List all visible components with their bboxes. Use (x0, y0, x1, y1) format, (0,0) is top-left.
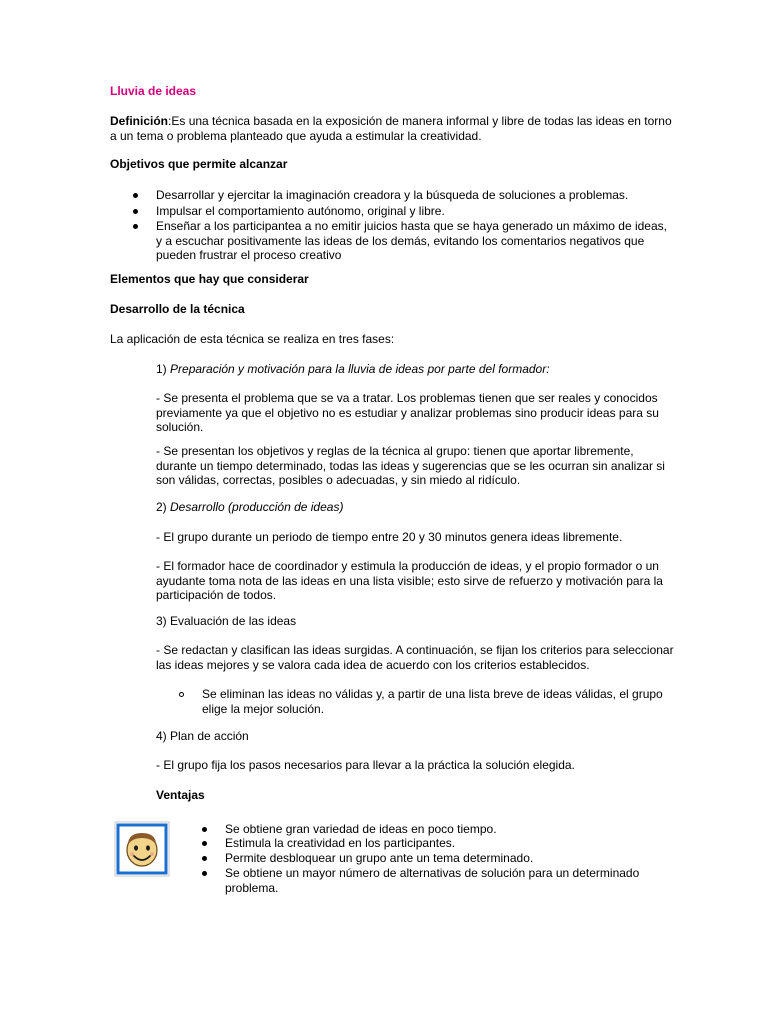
list-item (156, 188, 628, 203)
list-item (225, 836, 455, 851)
bullet-icon (202, 841, 207, 846)
list-item-line: Se eliminan las ideas no válidas y, a partir de una lista breve de ideas válidas, el grupo (202, 687, 663, 701)
list-item-line: Permite desbloquear un grupo ante un tema determinado. (225, 851, 534, 865)
fase-2-label (156, 500, 343, 515)
fase-4-label: 4) Plan de acción (156, 729, 249, 743)
list-item-line: Se obtiene gran variedad de ideas en poco tiempo. (225, 822, 497, 836)
fase-4-paragraph-1 (156, 758, 575, 773)
fase-1-paragraph-1 (156, 391, 659, 435)
list-item-line: Estimula la creatividad en los participantes. (225, 836, 456, 850)
list-item-line: Enseñar a los participantea a no emitir juicios hasta que se haya generado un máximo de ideas, (156, 219, 667, 233)
fase-3-label: 3) Evaluación de las ideas (156, 614, 297, 628)
list-item-line: pueden frustrar el proceso creativo (156, 248, 342, 262)
fase-2-paragraph-1 (156, 530, 622, 545)
paragraph-line: - El formador hace de coordinador y estimula la producción de ideas, y el propio formador o un (156, 559, 659, 573)
fase-2-title: Desarrollo (producción de ideas) (170, 500, 344, 514)
doc-title: Lluvia de ideas (110, 84, 197, 98)
list-item (225, 851, 533, 866)
definition-paragraph (110, 114, 672, 143)
list-item (225, 866, 639, 895)
paragraph-line: - Se presenta el problema que se va a tratar. Los problemas tienen que ser reales y conocidos (156, 391, 658, 405)
paragraph-line: - El grupo fija los pasos necesarios para llevar a la práctica la solución elegida. (156, 758, 575, 772)
bullet-icon (202, 871, 207, 876)
bullet-icon (133, 224, 138, 229)
desarrollo-heading: Desarrollo de la técnica (110, 302, 245, 316)
fase-1-label (156, 362, 550, 377)
list-item-line: y a escuchar positivamente las ideas de los demás, evitando los comentarios negativos que (156, 233, 645, 248)
bullet-icon (133, 209, 138, 214)
definition-line-1: :Es una técnica basada en la exposición de manera informal y libre de todas las ideas en torno (168, 114, 672, 128)
list-item-line: problema. (225, 880, 279, 895)
elementos-heading: Elementos que hay que considerar (110, 272, 309, 286)
bullet-icon (202, 856, 207, 861)
fase-3-sub-item (202, 687, 663, 716)
bullet-icon (202, 827, 207, 832)
paragraph-line: las ideas mejores y se valora cada idea de acuerdo con los criterios establecidos. (156, 657, 590, 672)
fase-2-number: 2) (156, 500, 171, 514)
list-item-line: Se obtiene un mayor número de alternativas de solución para un determinado (225, 866, 640, 880)
list-item-line: Impulsar el comportamiento autónomo, original y libre. (156, 204, 445, 218)
definition-term: Definición (110, 114, 169, 128)
bullet-icon (133, 193, 138, 198)
definition-line-2: a un tema o problema planteado que ayuda a estimular la creatividad. (110, 128, 482, 143)
fase-1-number: 1) (156, 362, 171, 376)
circle-bullet-icon (179, 692, 184, 697)
list-item (225, 822, 497, 837)
paragraph-line: - El grupo durante un periodo de tiempo entre 20 y 30 minutos genera ideas libremente. (156, 530, 623, 544)
paragraph-line: solución. (156, 420, 204, 434)
paragraph-line: - Se redactan y clasifican las ideas surgidas. A continuación, se fijan los criterios para seleccionar (156, 643, 674, 657)
paragraph-line: durante un tiempo determinado, todas las ideas y sugerencias que se les ocurran sin analizar si (156, 458, 665, 473)
list-item-line: Desarrollar y ejercitar la imaginación creadora y la búsqueda de soluciones a problemas. (156, 188, 629, 202)
fase-1-paragraph-2 (156, 444, 665, 488)
paragraph-line: - Se presentan los objetivos y reglas de la técnica al grupo: tienen que aportar libremente, (156, 444, 634, 458)
fase-1-title: Preparación y motivación para la lluvia de ideas por parte del formador: (170, 362, 550, 376)
intro-paragraph: La aplicación de esta técnica se realiza en tres fases: (110, 332, 395, 346)
list-item (156, 204, 445, 219)
fase-3-paragraph-1 (156, 643, 674, 672)
smiley-face-icon (114, 821, 170, 877)
list-item-line: elige la mejor solución. (202, 701, 325, 716)
list-item (156, 219, 667, 263)
paragraph-line: previamente ya que el objetivo no es estudiar y analizar problemas sino producir ideas para su (156, 405, 659, 420)
objetivos-heading: Objetivos que permite alcanzar (110, 157, 288, 171)
fase-2-paragraph-2 (156, 559, 663, 603)
paragraph-line: ayudante toma nota de las ideas en una lista visible; esto sirve de refuerzo y motivación para la (156, 573, 663, 588)
paragraph-line: participación de todos. (156, 588, 277, 602)
paragraph-line: son válidas, correctas, posibles o adecuadas, y sin miedo al ridículo. (156, 473, 521, 487)
ventajas-heading: Ventajas (156, 788, 205, 802)
